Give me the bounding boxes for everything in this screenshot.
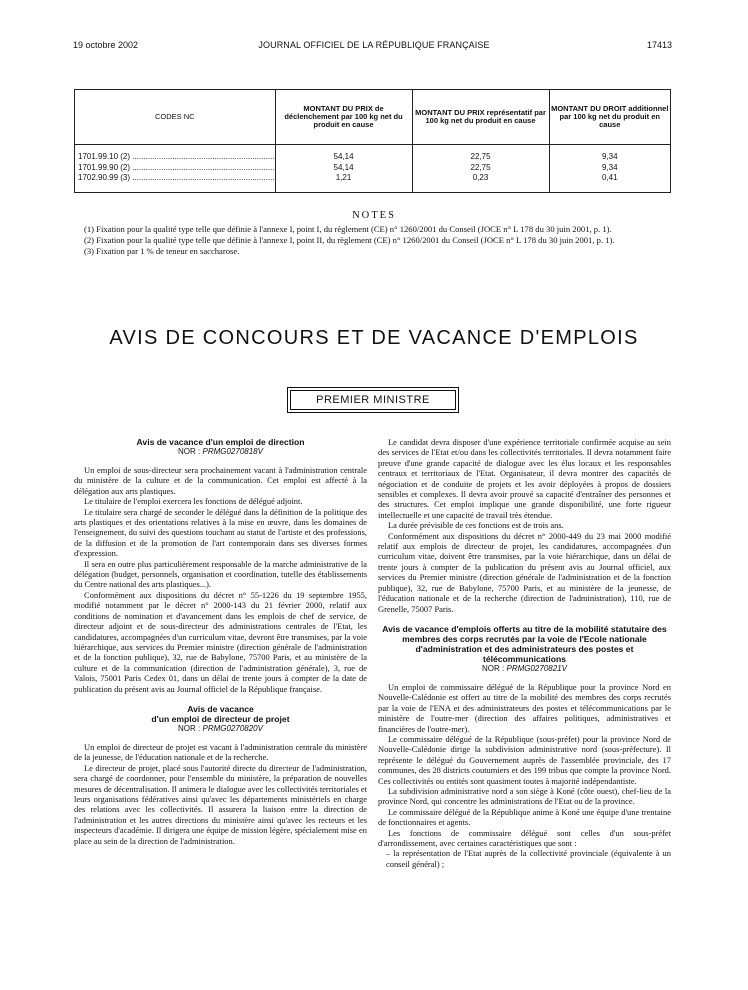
journal-title: JOURNAL OFFICIEL DE LA RÉPUBLIQUE FRANÇAISE (258, 40, 490, 50)
paragraph: Il sera en outre plus particulièrement responsable de la marche administrative de la délégation (budget, personnels, organisation et coordination, tutelle des établissements du Centre national des arts plastiques...). (74, 558, 367, 590)
col-header-trigger-price: MONTANT DU PRIX de déclenchement par 100 kg net du produit en cause (275, 90, 412, 145)
nor-label: NOR : (178, 723, 203, 733)
nor-reference (74, 724, 367, 734)
note-item: (2) Fixation pour la qualité type telle que définie à l'annexe I, point II, du règlement (CE) n° 1260/2001 du Conseil (JOCE n° L 178 du 30 juin 2001, p. 1). (84, 235, 615, 245)
notice-title: Avis de vacance (187, 703, 254, 714)
section-title: AVIS DE CONCOURS ET DE VACANCE D'EMPLOIS (109, 327, 639, 349)
codes-cell (75, 145, 276, 193)
nor-reference (74, 447, 367, 457)
note-item: (1) Fixation pour la qualité type telle que définie à l'annexe I, point I, du règlement (CE) n° 1260/2001 du Conseil (JOCE n° L 178 du 30 juin 2001, p. 1). (84, 224, 612, 234)
paragraph: La subdivision administrative nord a son siège à Koné (côte ouest), chef-lieu de la province Nord, qui concentre les administrations de l'Etat ou de la province. (378, 785, 671, 807)
ministry-box (287, 387, 459, 413)
spacer (378, 614, 671, 624)
paragraph: Les fonctions de commissaire délégué sont celles d'un sous-préfet d'arrondissement, avec certaines caractéristiques que sont : (378, 827, 671, 848)
notice-title: Avis de vacance d'emplois offerts au titre de la mobilité statutaire des membres des corps recrutés par la voie de l'Ecole nationale d'administration et des administrateurs des postes et télécommunications (382, 623, 667, 664)
nor-label: NOR : (482, 663, 507, 673)
page-header (0, 40, 748, 54)
paragraph: Un emploi de commissaire délégué de la République pour la province Nord en Nouvelle-Calédonie est offert au titre de la mobilité des membres des corps recrutés par la voie de l'ENA et des administrateurs des postes et télécommunications par le ministère de l'outre-mer (direction des affaires politiques, administratives et financières de l'outre-mer). (378, 681, 671, 734)
representative-price-value: 0,23 (472, 173, 489, 182)
notes-list (74, 224, 671, 257)
additional-duty-cell (549, 145, 670, 193)
paragraph: Le commissaire délégué de la République (sous-préfet) pour la province Nord de Nouvelle-Calédonie dirige la subdivision administrative nord (sous-préfecture). Il représente le délégué du Gouvernement auprès de l'assemblée provinciale, des 17 communes, des 28 districts coutumiers et des 199 tribus que compte la province Nord. Ces collectivités ou entités sont quasiment toutes à majorité indépendantiste. (378, 733, 671, 786)
code-value: 1702.90.99 (3) ................................................................ (78, 173, 275, 182)
nor-label: NOR : (178, 447, 203, 456)
notice-title: Avis de vacance d'un emploi de direction (136, 437, 305, 447)
col-header-codes: CODES NC (75, 90, 276, 145)
trigger-price-cell (275, 145, 412, 193)
paragraph: Le directeur de projet, placé sous l'autorité directe du directeur de l'administration, sera chargé de coordonner, pour l'ensemble du ministère, la préparation de nouvelles mesures de décentralisation. Il animera le dialogue avec les collectivités territoriales et leurs organisations fédératives ainsi qu'avec les départements ministériels en charge des relations avec les collectivités. Il assurera la liaison entre la direction de l'administration et les autres directions du ministère ainsi qu'avec les recteurs et les inspecteurs d'académie. Il dirigera une équipe de mission légère, spécialement mise en place au sein de la direction de l'administration. (74, 762, 367, 846)
trigger-price-value: 54,14 (333, 152, 354, 161)
paragraph: Le commissaire délégué de la République anime à Koné une équipe d'une trentaine de fonctionnaires et agents. (378, 806, 671, 828)
representative-price-value: 22,75 (470, 152, 491, 161)
code-value: 1701.99.10 (2) ................................................................ (78, 152, 275, 161)
trigger-price-value: 54,14 (333, 162, 354, 172)
left-column (74, 437, 367, 846)
page-number: 17413 (646, 40, 672, 50)
nor-reference (378, 664, 671, 674)
trigger-price-value: 1,21 (335, 173, 352, 182)
table-header-row (75, 90, 671, 145)
notes-title: NOTES (352, 210, 396, 221)
paragraph: Conformément aux dispositions du décret n° 55-1226 du 19 septembre 1955, modifié notamment par le décret n° 2000-143 du 21 février 2000, relatif aux conditions de nomination et d'avancement dans les emplois de chef de service, de directeur adjoint et de sous-directeur des administrations centrales de l'Etat, les candidatures, accompagnées d'un curriculum vitae, devront être transmises, par la voie hiérarchique, aux services du Premier ministre (direction générale de l'administration et de la fonction publique), 32, rue de Babylone, 75700 Paris, et au ministère de la culture et de la communication (direction de l'administration générale), 3, rue de Valois, 75001 Paris Cedex 01, dans un délai de trente jours à compter de la date de publication du présent avis au Journal officiel de la République française. (74, 589, 367, 694)
paragraph: La durée prévisible de ces fonctions est de trois ans. (388, 520, 564, 531)
table-row (75, 145, 671, 193)
col-header-additional-duty: MONTANT DU DROIT additionnel par 100 kg net du produit en cause (549, 90, 670, 145)
paragraph: Le titulaire sera chargé de seconder le délégué dans la définition de la politique des arts plastiques et des orientations relatives à la mise en œuvre, dans les domaines de l'enseignement, du suivi des questions touchant au statut de l'artiste et des professions, de la diffusion et de la promotion de l'art contemporain dans ses diverses formes d'expression. (74, 506, 367, 559)
paragraph: Le titulaire de l'emploi exercera les fonctions de délégué adjoint. (84, 496, 303, 507)
code-value: 1701.99.90 (2) ................................................................ (78, 162, 275, 172)
ministry-label: PREMIER MINISTRE (290, 390, 456, 410)
right-column (378, 437, 671, 869)
col-header-representative-price: MONTANT DU PRIX représentatif par 100 kg net du produit en cause (412, 90, 549, 145)
additional-duty-value: 9,34 (601, 152, 618, 161)
nor-code: PRMG0270820V (202, 723, 263, 733)
representative-price-cell (412, 145, 549, 193)
list-item: – la représentation de l'Etat auprès de la collectivité provinciale (équivalente à un conseil général) ; (386, 848, 671, 869)
nor-code: PRMG0270821V (506, 663, 567, 673)
paragraph: Un emploi de sous-directeur sera prochainement vacant à l'administration centrale du ministère de la culture et de la communication. Cet emploi est affecté à la délégation aux arts plastiques. (74, 465, 367, 496)
price-table (74, 89, 671, 193)
note-item: (3) Fixation par 1 % de teneur en saccharose. (84, 246, 240, 256)
paragraph: Le candidat devra disposer d'une expérience territoriale confirmée acquise au sein des services de l'Etat et/ou dans les collectivités territoriales. Il devra notamment faire preuve d'une grande capacité de dialogue avec les élus locaux et les responsables centraux et territoriaux de l'Etat. Organisateur, il devra montrer des capacités de négociation et de conduite de projets et les avoir déployées à propos de dossiers sensibles et complexes. Il devra avoir prouvé sa capacité d'entraîner des personnes et des structures. Cet emploi implique une grande disponibilité, une forte rigueur intellectuelle et une capacité de travail très étendue. (378, 437, 671, 520)
additional-duty-value: 9,34 (601, 162, 618, 172)
spacer (74, 694, 367, 704)
issue-date: 19 octobre 2002 (73, 40, 139, 50)
representative-price-value: 22,75 (470, 162, 491, 172)
notice-title: d'un emploi de directeur de projet (151, 713, 290, 724)
additional-duty-value: 0,41 (601, 173, 618, 182)
nor-code: PRMG0270818V (202, 447, 263, 456)
paragraph: Conformément aux dispositions du décret n° 2000-449 du 23 mai 2000 modifié relatif aux emplois de directeur de projet, les candidatures, accompagnées d'un curriculum vitae, doivent être transmises, par la voie hiérarchique, dans un délai de trente jours à compter de la publication du présent avis au Journal officiel, aux services du Premier ministre (direction générale de l'administration et de la fonction publique), 32, rue de Babylone, 75700 Paris, et au ministère de la jeunesse, de l'éducation nationale et de la recherche (direction de l'administration), 110, rue de Grenelle, 75007 Paris. (378, 530, 671, 614)
paragraph: Un emploi de directeur de projet est vacant à l'administration centrale du ministère de la jeunesse, de l'éducation nationale et de la recherche. (74, 741, 367, 763)
